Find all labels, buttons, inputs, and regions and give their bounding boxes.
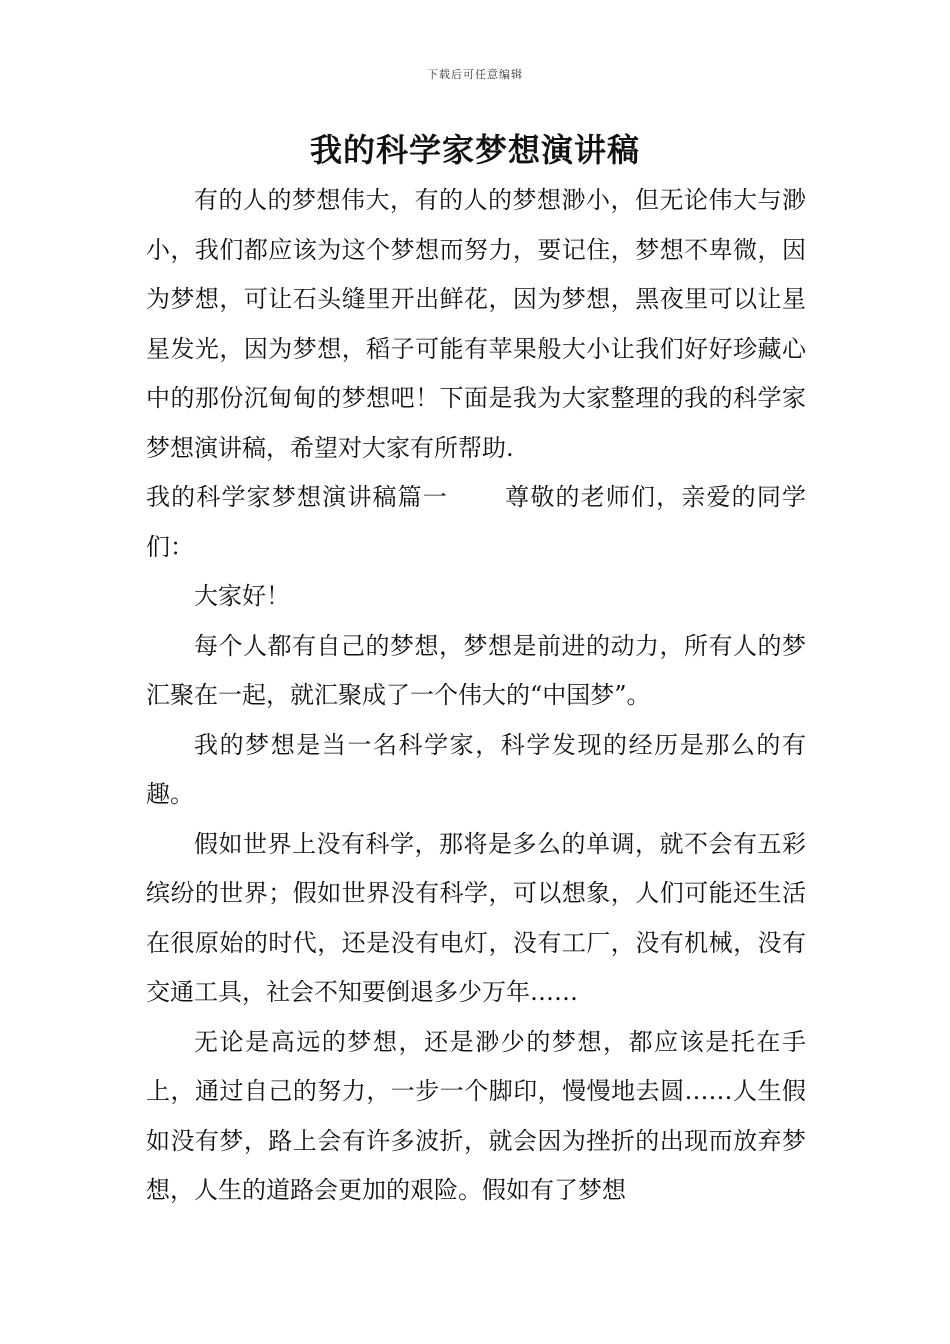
salutation: 尊敬的老师们，亲爱的同学们： xyxy=(146,483,806,561)
document-body xyxy=(146,176,806,1216)
paragraph-my-dream: 我的梦想是当一名科学家，科学发现的经历是那么的有趣。 xyxy=(146,730,806,808)
header-note: 下载后可任意编辑 xyxy=(427,68,523,81)
paragraph-greeting: 大家好！ xyxy=(194,582,290,610)
section-heading: 我的科学家梦想演讲稿篇一 xyxy=(146,483,448,511)
paragraph-without-science: 假如世界上没有科学，那将是多么的单调，就不会有五彩缤纷的世界；假如世界没有科学，可以想象，人们可能还生活在很原始的时代，还是没有电灯，没有工厂，没有机械，没有交通工具，社会不知要倒退多少万年…… xyxy=(146,829,806,1006)
paragraph-pursue-dream: 无论是高远的梦想，还是渺少的梦想，都应该是托在手上，通过自己的努力，一步一个脚印，慢慢地去圆……人生假如没有梦，路上会有许多波折，就会因为挫折的出现而放弃梦想，人生的道路会更加的艰险。假如有了梦想 xyxy=(146,1027,806,1204)
paragraph-intro: 有的人的梦想伟大，有的人的梦想渺小，但无论伟大与渺小，我们都应该为这个梦想而努力，要记住，梦想不卑微，因为梦想，可让石头缝里开出鲜花，因为梦想，黑夜里可以让星星发光，因为梦想，稻子可能有苹果般大小让我们好好珍藏心中的那份沉甸甸的梦想吧！下面是我为大家整理的我的科学家梦想演讲稿，希望对大家有所帮助. xyxy=(146,186,806,462)
paragraph-section-heading xyxy=(146,473,806,572)
document-title: 我的科学家梦想演讲稿 xyxy=(309,131,640,169)
paragraph-dream-power: 每个人都有自己的梦想，梦想是前进的动力，所有人的梦汇聚在一起，就汇聚成了一个伟大的“中国梦”。 xyxy=(146,631,806,709)
